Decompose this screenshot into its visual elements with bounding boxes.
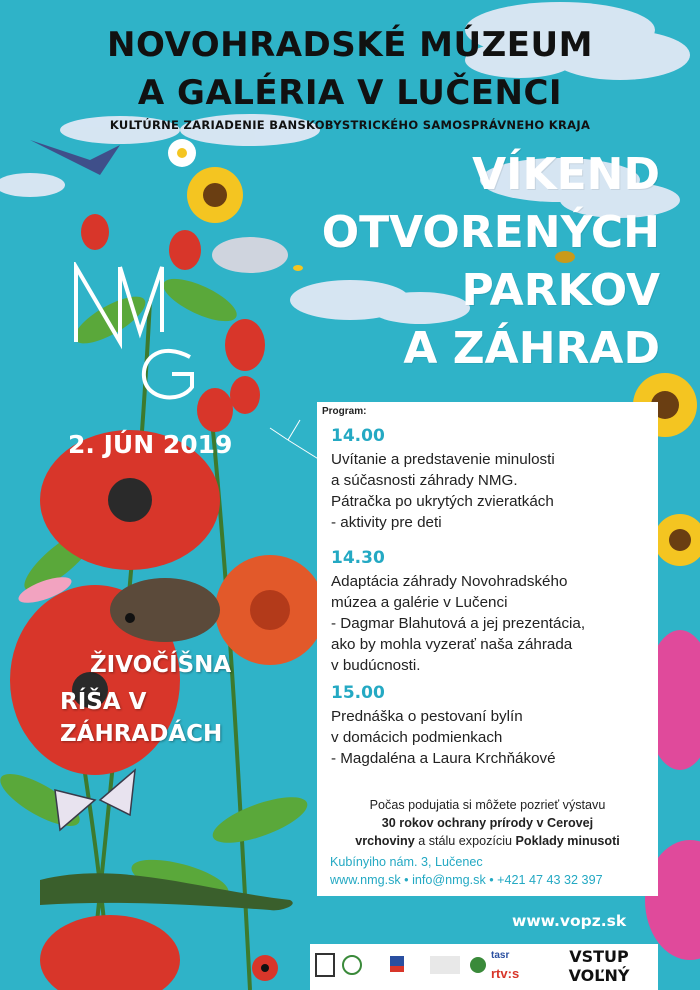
theme-line1: ŽIVOČÍŠNA [90, 652, 232, 678]
program-desc-3: Prednáška o pestovaní bylín v domácich podmienkach - Magdaléna a Laura Krchňákové [331, 708, 556, 767]
museum-name-line2: A GALÉRIA V LUČENCI [137, 73, 563, 113]
event-title-line2: OTVORENÝCH [321, 207, 660, 258]
entry-line1: VSTUP [569, 947, 629, 966]
program-time-1: 14.00 [331, 426, 385, 446]
address: Kubínyiho nám. 3, Lučenec [330, 855, 483, 869]
website-link[interactable]: www.vopz.sk [512, 912, 627, 930]
program-label: Program: [322, 406, 367, 417]
program-desc-1: Uvítanie a predstavenie minulosti a súčasnosti záhrady NMG. Pátračka po ukrytých zvieratkách - aktivity pre deti [331, 451, 555, 531]
event-date: 2. JÚN 2019 [68, 430, 233, 459]
partner-logos [310, 944, 540, 990]
event-title-line1: VÍKEND [472, 149, 660, 200]
theme-line2: RÍŠA V [60, 689, 147, 715]
program-panel [317, 402, 658, 896]
museum-name-line1: NOVOHRADSKÉ MÚZEUM [107, 25, 593, 65]
contact-info: www.nmg.sk • info@nmg.sk • +421 47 43 32 397 [330, 873, 603, 887]
entry-line2: VOĽNÝ [568, 966, 630, 985]
theme-line3: ZÁHRADÁCH [60, 721, 223, 747]
event-title-line3: PARKOV [461, 265, 660, 316]
program-time-2: 14.30 [331, 548, 385, 568]
program-desc-2: Adaptácia záhrady Novohradského múzea a galérie v Lučenci - Dagmar Blahutová a jej prezentácia, ako by mohla vyzerať naša záhrada v budúcnosti. [331, 573, 586, 674]
event-title-line4: A ZÁHRAD [403, 323, 660, 374]
tasr-logo: tasr [491, 950, 510, 961]
museum-subtitle: KULTÚRNE ZARIADENIE BANSKOBYSTRICKÉHO SAMOSPRÁVNEHO KRAJA [109, 118, 591, 132]
rtvs-logo: rtv:s [491, 966, 520, 981]
program-time-3: 15.00 [331, 683, 385, 703]
exhibition-note: Počas podujatia si môžete pozrieť výstavu 30 rokov ochrany prírody v Cerovej vrchoviny a stálu expozíciu Poklady minusoti [355, 798, 620, 848]
free-entry-badge [540, 944, 658, 990]
nmg-logo [72, 262, 202, 407]
